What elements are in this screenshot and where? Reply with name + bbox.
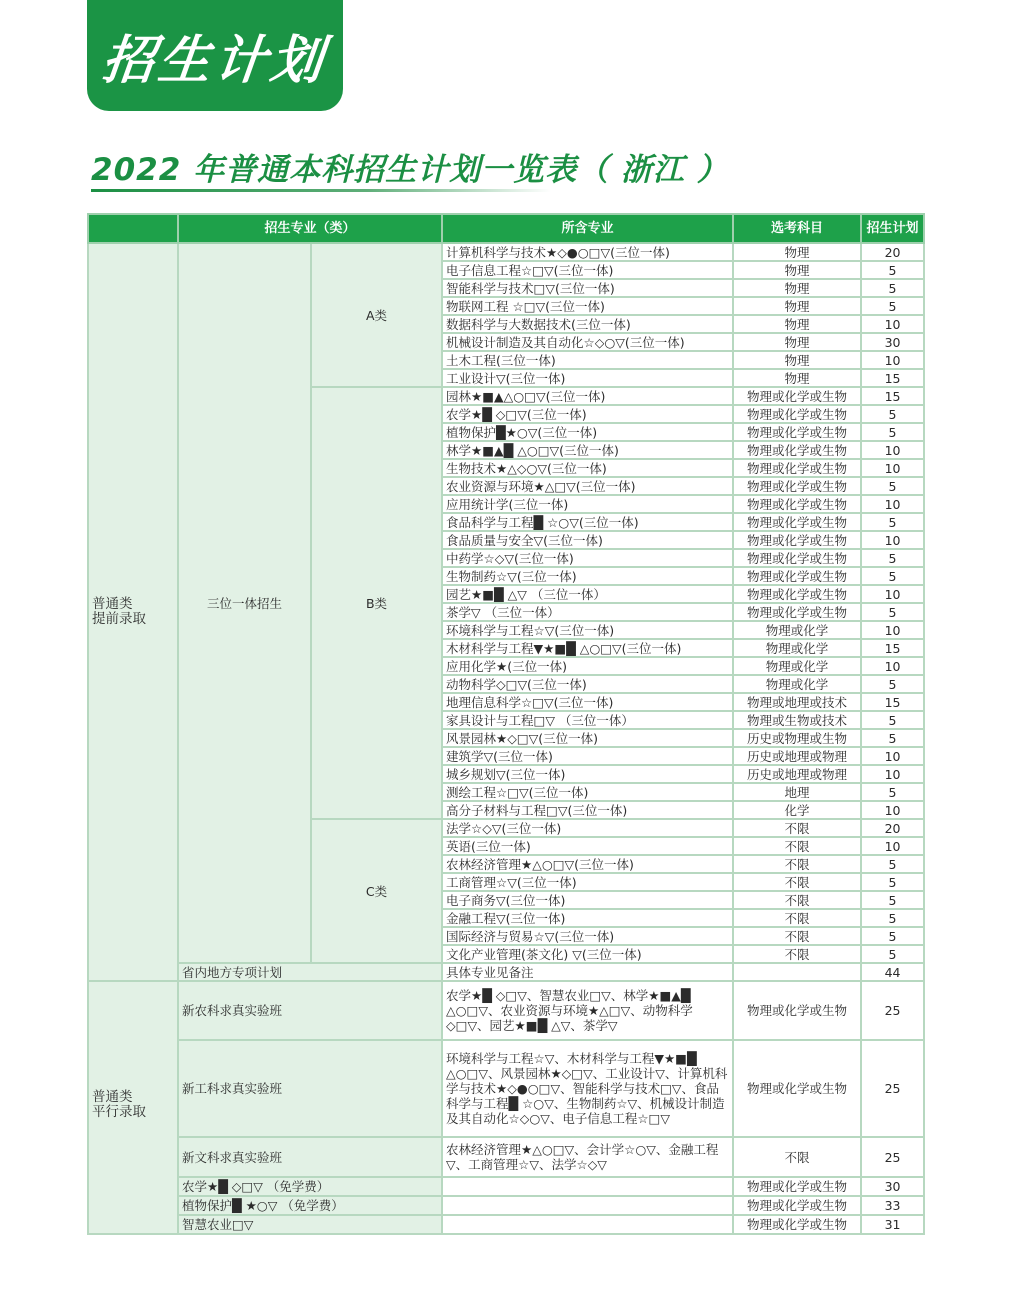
subjects-cell: 物理或化学或生物 bbox=[733, 477, 861, 495]
table-row bbox=[88, 981, 924, 1040]
subjects-cell: 不限 bbox=[733, 837, 861, 855]
subjects-cell: 物理或化学或生物 bbox=[733, 459, 861, 477]
major-cell: 中药学☆◇▽(三位一体) bbox=[442, 549, 733, 567]
header-blank bbox=[88, 214, 178, 243]
enrollment-plan-table bbox=[87, 213, 925, 1235]
major-cell: 测绘工程☆□▽(三位一体) bbox=[442, 783, 733, 801]
header-category: 招生专业（类） bbox=[178, 214, 442, 243]
group-name: C类 bbox=[311, 819, 442, 963]
admission-type-line1: 普通类 bbox=[92, 596, 133, 612]
major-cell: 物联网工程 ☆□▽(三位一体) bbox=[442, 297, 733, 315]
table-row bbox=[88, 1196, 924, 1215]
subjects-cell: 物理 bbox=[733, 279, 861, 297]
plan-cell: 5 bbox=[861, 675, 924, 693]
header-subjects: 选考科目 bbox=[733, 214, 861, 243]
plan-cell: 10 bbox=[861, 765, 924, 783]
major-cell: 建筑学▽(三位一体) bbox=[442, 747, 733, 765]
major-cell: 园艺★■█ △▽ （三位一体） bbox=[442, 585, 733, 603]
subjects-cell: 物理或化学 bbox=[733, 639, 861, 657]
subjects-cell: 地理 bbox=[733, 783, 861, 801]
subjects-cell: 物理或化学或生物 bbox=[733, 495, 861, 513]
subjects-cell: 物理或化学或生物 bbox=[733, 405, 861, 423]
plan-cell: 5 bbox=[861, 729, 924, 747]
subjects-cell: 不限 bbox=[733, 1137, 861, 1177]
plan-cell: 10 bbox=[861, 747, 924, 765]
subjects-cell: 物理 bbox=[733, 315, 861, 333]
major-cell: 环境科学与工程☆▽、木材科学与工程▼★■█ △○□▽、风景园林★◇□▽、工业设计▽、计算机科学与技术★◇●○□▽、智能科学与技术□▽、食品科学与工程█ ☆○▽、生物制药☆▽、机械设计制造及其自动化☆◇○▽、电子信息工程☆□▽ bbox=[442, 1040, 733, 1137]
plan-cell: 5 bbox=[861, 405, 924, 423]
major-cell: 电子信息工程☆□▽(三位一体) bbox=[442, 261, 733, 279]
major-cell: 生物制药☆▽(三位一体) bbox=[442, 567, 733, 585]
title-underline bbox=[91, 189, 551, 192]
program-name: 新文科求真实验班 bbox=[178, 1137, 442, 1177]
plan-cell: 10 bbox=[861, 351, 924, 369]
program-name: 植物保护█ ★○▽ （免学费） bbox=[178, 1196, 442, 1215]
subjects-cell: 物理 bbox=[733, 333, 861, 351]
plan-cell: 33 bbox=[861, 1196, 924, 1215]
page-title: 2022 年普通本科招生计划一览表（ 浙江 ） bbox=[91, 152, 729, 188]
plan-cell: 30 bbox=[861, 1177, 924, 1196]
subjects-cell: 物理或化学或生物 bbox=[733, 549, 861, 567]
admission-type-line1: 普通类 bbox=[92, 1089, 133, 1105]
plan-cell: 25 bbox=[861, 981, 924, 1040]
subjects-cell: 物理或化学或生物 bbox=[733, 1040, 861, 1137]
plan-cell: 10 bbox=[861, 657, 924, 675]
subjects-cell: 物理或化学或生物 bbox=[733, 603, 861, 621]
major-cell: 计算机科学与技术★◇●○□▽(三位一体) bbox=[442, 243, 733, 261]
major-cell: 机械设计制造及其自动化☆◇○▽(三位一体) bbox=[442, 333, 733, 351]
plan-cell: 15 bbox=[861, 639, 924, 657]
plan-cell: 10 bbox=[861, 459, 924, 477]
major-cell: 农林经济管理★△○□▽、会计学☆○▽、金融工程▽、工商管理☆▽、法学☆◇▽ bbox=[442, 1137, 733, 1177]
major-cell: 家具设计与工程□▽ （三位一体） bbox=[442, 711, 733, 729]
table-row bbox=[88, 1137, 924, 1177]
plan-cell: 5 bbox=[861, 909, 924, 927]
plan-cell: 5 bbox=[861, 873, 924, 891]
subjects-cell: 物理或化学或生物 bbox=[733, 513, 861, 531]
plan-cell: 10 bbox=[861, 495, 924, 513]
subjects-cell: 历史或地理或物理 bbox=[733, 747, 861, 765]
subjects-cell: 历史或物理或生物 bbox=[733, 729, 861, 747]
major-cell: 园林★■▲△○□▽(三位一体) bbox=[442, 387, 733, 405]
major-cell bbox=[442, 1196, 733, 1215]
major-cell: 环境科学与工程☆▽(三位一体) bbox=[442, 621, 733, 639]
major-cell: 应用化学★(三位一体) bbox=[442, 657, 733, 675]
plan-cell: 5 bbox=[861, 945, 924, 963]
plan-cell: 25 bbox=[861, 1137, 924, 1177]
group-name: B类 bbox=[311, 387, 442, 819]
program-name: 新农科求真实验班 bbox=[178, 981, 442, 1040]
plan-cell: 5 bbox=[861, 783, 924, 801]
plan-cell: 5 bbox=[861, 549, 924, 567]
major-cell: 文化产业管理(茶文化) ▽(三位一体) bbox=[442, 945, 733, 963]
subjects-cell: 物理或化学或生物 bbox=[733, 585, 861, 603]
major-cell: 茶学▽ （三位一体） bbox=[442, 603, 733, 621]
plan-cell: 5 bbox=[861, 603, 924, 621]
subjects-cell: 物理 bbox=[733, 243, 861, 261]
subjects-cell: 物理或化学或生物 bbox=[733, 441, 861, 459]
header-majors: 所含专业 bbox=[442, 214, 733, 243]
major-cell: 农学★█ ◇□▽(三位一体) bbox=[442, 405, 733, 423]
subjects-cell: 物理或化学或生物 bbox=[733, 567, 861, 585]
table-body bbox=[88, 243, 924, 1234]
major-cell: 地理信息科学☆□▽(三位一体) bbox=[442, 693, 733, 711]
subjects-cell: 物理或化学或生物 bbox=[733, 1196, 861, 1215]
subjects-cell: 物理或化学 bbox=[733, 657, 861, 675]
table-row bbox=[88, 1040, 924, 1137]
subjects-cell: 物理或化学或生物 bbox=[733, 531, 861, 549]
subjects-cell: 不限 bbox=[733, 909, 861, 927]
major-cell: 国际经济与贸易☆▽(三位一体) bbox=[442, 927, 733, 945]
subjects-cell: 物理或生物或技术 bbox=[733, 711, 861, 729]
subjects-cell: 不限 bbox=[733, 927, 861, 945]
plan-cell: 5 bbox=[861, 279, 924, 297]
subjects-cell: 不限 bbox=[733, 873, 861, 891]
table-row bbox=[88, 1215, 924, 1234]
admission-type-line2: 提前录取 bbox=[92, 611, 146, 627]
major-cell: 农业资源与环境★△□▽(三位一体) bbox=[442, 477, 733, 495]
plan-cell: 5 bbox=[861, 513, 924, 531]
plan-cell: 10 bbox=[861, 315, 924, 333]
plan-cell: 5 bbox=[861, 477, 924, 495]
plan-cell: 5 bbox=[861, 567, 924, 585]
major-cell: 数据科学与大数据技术(三位一体) bbox=[442, 315, 733, 333]
major-cell: 土木工程(三位一体) bbox=[442, 351, 733, 369]
subjects-cell: 不限 bbox=[733, 819, 861, 837]
program-name: 三位一体招生 bbox=[178, 243, 311, 963]
major-cell: 城乡规划▽(三位一体) bbox=[442, 765, 733, 783]
subjects-cell: 物理或化学或生物 bbox=[733, 1215, 861, 1234]
major-cell: 动物科学◇□▽(三位一体) bbox=[442, 675, 733, 693]
plan-cell: 5 bbox=[861, 261, 924, 279]
plan-cell: 10 bbox=[861, 621, 924, 639]
plan-cell: 10 bbox=[861, 441, 924, 459]
table-row bbox=[88, 1177, 924, 1196]
plan-cell: 10 bbox=[861, 531, 924, 549]
major-cell: 植物保护█★○▽(三位一体) bbox=[442, 423, 733, 441]
admission-type-parallel bbox=[88, 981, 178, 1234]
subjects-cell: 不限 bbox=[733, 891, 861, 909]
plan-cell: 5 bbox=[861, 855, 924, 873]
admission-type-early bbox=[88, 243, 178, 981]
program-name: 省内地方专项计划 bbox=[178, 963, 442, 981]
banner-title: 招生计划 bbox=[99, 31, 330, 91]
header-plan: 招生计划 bbox=[861, 214, 924, 243]
subjects-cell: 物理或化学或生物 bbox=[733, 387, 861, 405]
plan-cell: 10 bbox=[861, 585, 924, 603]
table-row bbox=[88, 963, 924, 981]
plan-cell: 10 bbox=[861, 837, 924, 855]
subjects-cell: 物理 bbox=[733, 351, 861, 369]
plan-cell: 10 bbox=[861, 801, 924, 819]
plan-cell: 15 bbox=[861, 369, 924, 387]
section-banner bbox=[87, 0, 343, 111]
major-cell: 工商管理☆▽(三位一体) bbox=[442, 873, 733, 891]
plan-cell: 5 bbox=[861, 891, 924, 909]
major-cell: 应用统计学(三位一体) bbox=[442, 495, 733, 513]
subjects-cell: 物理 bbox=[733, 369, 861, 387]
plan-cell: 5 bbox=[861, 927, 924, 945]
program-name: 农学★█ ◇□▽ （免学费） bbox=[178, 1177, 442, 1196]
plan-cell: 20 bbox=[861, 243, 924, 261]
plan-cell: 44 bbox=[861, 963, 924, 981]
subjects-cell: 历史或地理或物理 bbox=[733, 765, 861, 783]
subjects-cell: 物理或化学或生物 bbox=[733, 423, 861, 441]
subjects-cell: 化学 bbox=[733, 801, 861, 819]
table-row bbox=[88, 243, 924, 261]
major-cell: 英语(三位一体) bbox=[442, 837, 733, 855]
plan-cell: 5 bbox=[861, 297, 924, 315]
subjects-cell: 物理或化学 bbox=[733, 675, 861, 693]
major-cell: 生物技术★△◇○▽(三位一体) bbox=[442, 459, 733, 477]
plan-cell: 20 bbox=[861, 819, 924, 837]
major-cell: 智能科学与技术□▽(三位一体) bbox=[442, 279, 733, 297]
subjects-cell: 物理或化学或生物 bbox=[733, 1177, 861, 1196]
admission-type-line2: 平行录取 bbox=[92, 1104, 146, 1120]
subjects-cell: 不限 bbox=[733, 945, 861, 963]
subjects-cell: 物理 bbox=[733, 297, 861, 315]
major-cell: 高分子材料与工程□▽(三位一体) bbox=[442, 801, 733, 819]
plan-cell: 15 bbox=[861, 693, 924, 711]
major-cell: 农林经济管理★△○□▽(三位一体) bbox=[442, 855, 733, 873]
plan-cell: 15 bbox=[861, 387, 924, 405]
subjects-cell: 物理或化学 bbox=[733, 621, 861, 639]
major-cell: 法学☆◇▽(三位一体) bbox=[442, 819, 733, 837]
subjects-cell: 物理 bbox=[733, 261, 861, 279]
plan-cell: 31 bbox=[861, 1215, 924, 1234]
plan-cell: 5 bbox=[861, 711, 924, 729]
plan-cell: 30 bbox=[861, 333, 924, 351]
program-name: 新工科求真实验班 bbox=[178, 1040, 442, 1137]
table-header-row bbox=[88, 214, 924, 243]
major-cell: 工业设计▽(三位一体) bbox=[442, 369, 733, 387]
major-cell: 林学★■▲█ △○□▽(三位一体) bbox=[442, 441, 733, 459]
group-name: A类 bbox=[311, 243, 442, 387]
major-cell bbox=[442, 1215, 733, 1234]
major-cell: 电子商务▽(三位一体) bbox=[442, 891, 733, 909]
plan-cell: 5 bbox=[861, 423, 924, 441]
major-cell: 风景园林★◇□▽(三位一体) bbox=[442, 729, 733, 747]
subjects-cell: 物理或化学或生物 bbox=[733, 981, 861, 1040]
subjects-cell bbox=[733, 963, 861, 981]
program-name: 智慧农业□▽ bbox=[178, 1215, 442, 1234]
major-cell bbox=[442, 1177, 733, 1196]
major-cell: 食品科学与工程█ ☆○▽(三位一体) bbox=[442, 513, 733, 531]
major-cell: 农学★█ ◇□▽、智慧农业□▽、林学★■▲█ △○□▽、农业资源与环境★△□▽、动物科学◇□▽、园艺★■█ △▽、茶学▽ bbox=[442, 981, 733, 1040]
major-cell: 食品质量与安全▽(三位一体) bbox=[442, 531, 733, 549]
subjects-cell: 不限 bbox=[733, 855, 861, 873]
subjects-cell: 物理或地理或技术 bbox=[733, 693, 861, 711]
major-cell: 具体专业见备注 bbox=[442, 963, 733, 981]
major-cell: 木材科学与工程▼★■█ △○□▽(三位一体) bbox=[442, 639, 733, 657]
major-cell: 金融工程▽(三位一体) bbox=[442, 909, 733, 927]
plan-cell: 25 bbox=[861, 1040, 924, 1137]
